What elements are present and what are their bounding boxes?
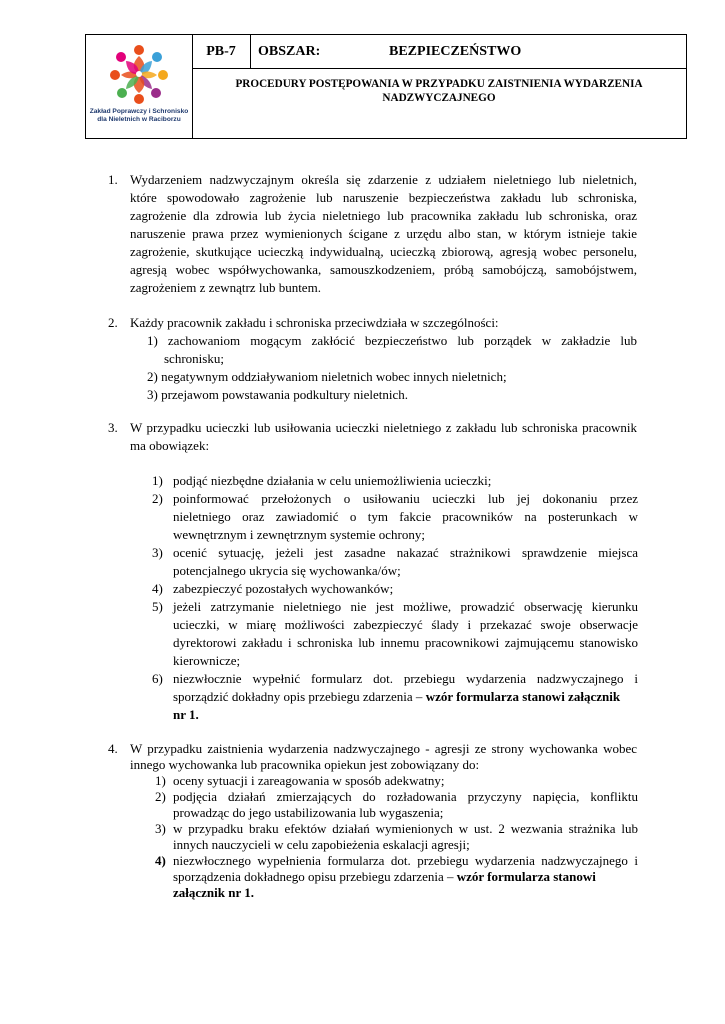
section3-item: kierownicze; bbox=[173, 653, 241, 668]
item-number: 1) bbox=[152, 473, 163, 488]
section-number: 3. bbox=[108, 420, 118, 435]
item-number: 5) bbox=[152, 599, 163, 614]
section2-item: 1) zachowaniom mogącym zakłócić bezpieczeństwo lub porządek w zakładzie lub bbox=[147, 333, 637, 348]
section3-item bbox=[173, 689, 620, 705]
area-value: BEZPIECZEŃSTWO bbox=[389, 44, 522, 59]
section4-item: prowadząc do jego ustabilizowania lub wygaszenia; bbox=[173, 805, 444, 820]
section2-item: 2) negatywnym oddziaływaniom nieletnich wobec innych nieletnich; bbox=[147, 369, 507, 384]
section4-item: niezwłocznego wypełnienia formularza dot. przebiegu wydarzenia nadzwyczajnego i bbox=[173, 853, 638, 868]
section3-item: dyrektorowi zakładu i schroniska lub innemu pracownikowi zajmującemu stanowisko bbox=[173, 635, 638, 650]
section4-intro: innego wychowanka lub pracownika opiekun jest zobowiązany do: bbox=[130, 757, 480, 772]
item-number: 6) bbox=[152, 671, 163, 686]
area-label: OBSZAR: bbox=[258, 44, 321, 59]
attachment-reference: wzór formularza stanowi załącznik bbox=[425, 689, 621, 704]
section3-item: ocenić sytuację, jeżeli jest zasadne nakazać strażnikowi sprawdzenie miejsca bbox=[173, 545, 638, 560]
section3-item: ucieczki, w miarę możliwości zabezpieczyć ślady i przekazać swoje obserwacje bbox=[173, 617, 638, 632]
section1-line: agresją wobec współwychowanka, samouszkodzeniem, próbą samobójczą, samobójstwem, bbox=[130, 262, 637, 277]
section4-item-text: sporządzenia dokładnego opisu przebiegu zdarzenia – bbox=[173, 869, 457, 884]
section3-item: poinformować przełożonych o usiłowaniu ucieczki lub jej dokonaniu przez bbox=[173, 491, 638, 506]
area-cell bbox=[251, 35, 686, 69]
section3-intro: W przypadku ucieczki lub usiłowania ucieczki nieletniego z zakładu lub schroniska pracownik bbox=[130, 420, 637, 435]
section3-item: potencjalnego ukrycia się wychowanka/ów; bbox=[173, 563, 401, 578]
attachment-reference: wzór formularza stanowi bbox=[456, 869, 596, 884]
section2-intro: Każdy pracownik zakładu i schroniska przeciwdziała w szczególności: bbox=[130, 315, 499, 330]
attachment-reference: nr 1. bbox=[173, 707, 199, 722]
section3-item: wewnętrznym i zewnętrznym systemie ochrony; bbox=[173, 527, 425, 542]
section4-intro: W przypadku zaistnienia wydarzenia nadzwyczajnego - agresji ze strony wychowanka wobec bbox=[130, 741, 637, 756]
section1-line: które spowodowało zagrożenie lub naruszenie bezpieczeństwa zakładu lub schroniska, bbox=[130, 190, 637, 205]
attachment-reference: załącznik nr 1. bbox=[173, 885, 255, 900]
document-header bbox=[85, 34, 687, 139]
document-title-line2: NADZWYCZAJNEGO bbox=[382, 92, 496, 104]
section3-intro: ma obowiązek: bbox=[130, 438, 210, 453]
item-number: 2) bbox=[155, 789, 166, 804]
document-code: PB-7 bbox=[192, 35, 251, 69]
item-number: 3) bbox=[152, 545, 163, 560]
section4-item: innych nauczycieli w celu zapobieżenia eskalacji agresji; bbox=[173, 837, 470, 852]
section3-item: zabezpieczyć pozostałych wychowanków; bbox=[173, 581, 394, 596]
section-number: 2. bbox=[108, 315, 118, 330]
section3-item: niezwłocznie wypełnić formularz dot. przebiegu wydarzenia nadzwyczajnego i bbox=[173, 671, 638, 686]
section3-item: podjąć niezbędne działania w celu uniemożliwienia ucieczki; bbox=[173, 473, 492, 488]
logo-caption-line2: dla Nieletnich w Raciborzu bbox=[97, 116, 181, 123]
section-number: 1. bbox=[108, 172, 118, 187]
section1-line: zagrożeniem z zewnątrz lub buntem. bbox=[130, 280, 321, 295]
item-number: 2) bbox=[152, 491, 163, 506]
logo-caption-line1: Zakład Poprawczy i Schronisko bbox=[89, 108, 189, 115]
logo-caption bbox=[88, 108, 190, 124]
section2-item: schronisku; bbox=[164, 351, 224, 366]
section1-line: naruszenie prawa przez wymienionych ścigane z urzędu albo stan, w którym istnieje takie bbox=[130, 226, 637, 241]
document-title bbox=[192, 69, 686, 138]
item-number: 3) bbox=[155, 821, 166, 836]
item-number: 1) bbox=[155, 773, 166, 788]
section3-item: nieletniego oraz zawiadomić o tym fakcie pracowników na posterunkach w bbox=[173, 509, 638, 524]
section1-line: zagrożenie dla zdrowia lub życia nieletniego lub pracownika zakładu lub schroniska, oraz bbox=[130, 208, 637, 223]
document-title-line1: PROCEDURY POSTĘPOWANIA W PRZYPADKU ZAISTNIENIA WYDARZENIA bbox=[235, 78, 643, 90]
section4-item: podjęcia działań zmierzających do rozładowania przyczyny napięcia, konfliktu bbox=[173, 789, 638, 804]
section4-item: oceny sytuacji i zareagowania w sposób adekwatny; bbox=[173, 773, 445, 788]
section1-line: Wydarzeniem nadzwyczajnym określa się zdarzenie z udziałem nieletniego lub nieletnich, bbox=[130, 172, 637, 187]
section-number: 4. bbox=[108, 741, 118, 756]
section4-item bbox=[173, 869, 596, 885]
item-number: 4) bbox=[155, 853, 166, 868]
logo-cell bbox=[86, 35, 193, 138]
section3-item: jeżeli zatrzymanie nieletniego nie jest możliwe, prowadzić obserwację kierunku bbox=[173, 599, 638, 614]
institution-logo bbox=[108, 43, 170, 105]
section3-item-text: sporządzić dokładny opis przebiegu zdarzenia – bbox=[173, 689, 426, 704]
item-number: 4) bbox=[152, 581, 163, 596]
section4-item: w przypadku braku efektów działań wymienionych w ust. 2 wezwania strażnika lub bbox=[173, 821, 638, 836]
section2-item: 3) przejawom powstawania podkultury nieletnich. bbox=[147, 387, 409, 402]
section1-line: zagrożenie, skutkujące ucieczką indywidualną, ucieczką zbiorową, agresją wobec personelu, bbox=[130, 244, 637, 259]
